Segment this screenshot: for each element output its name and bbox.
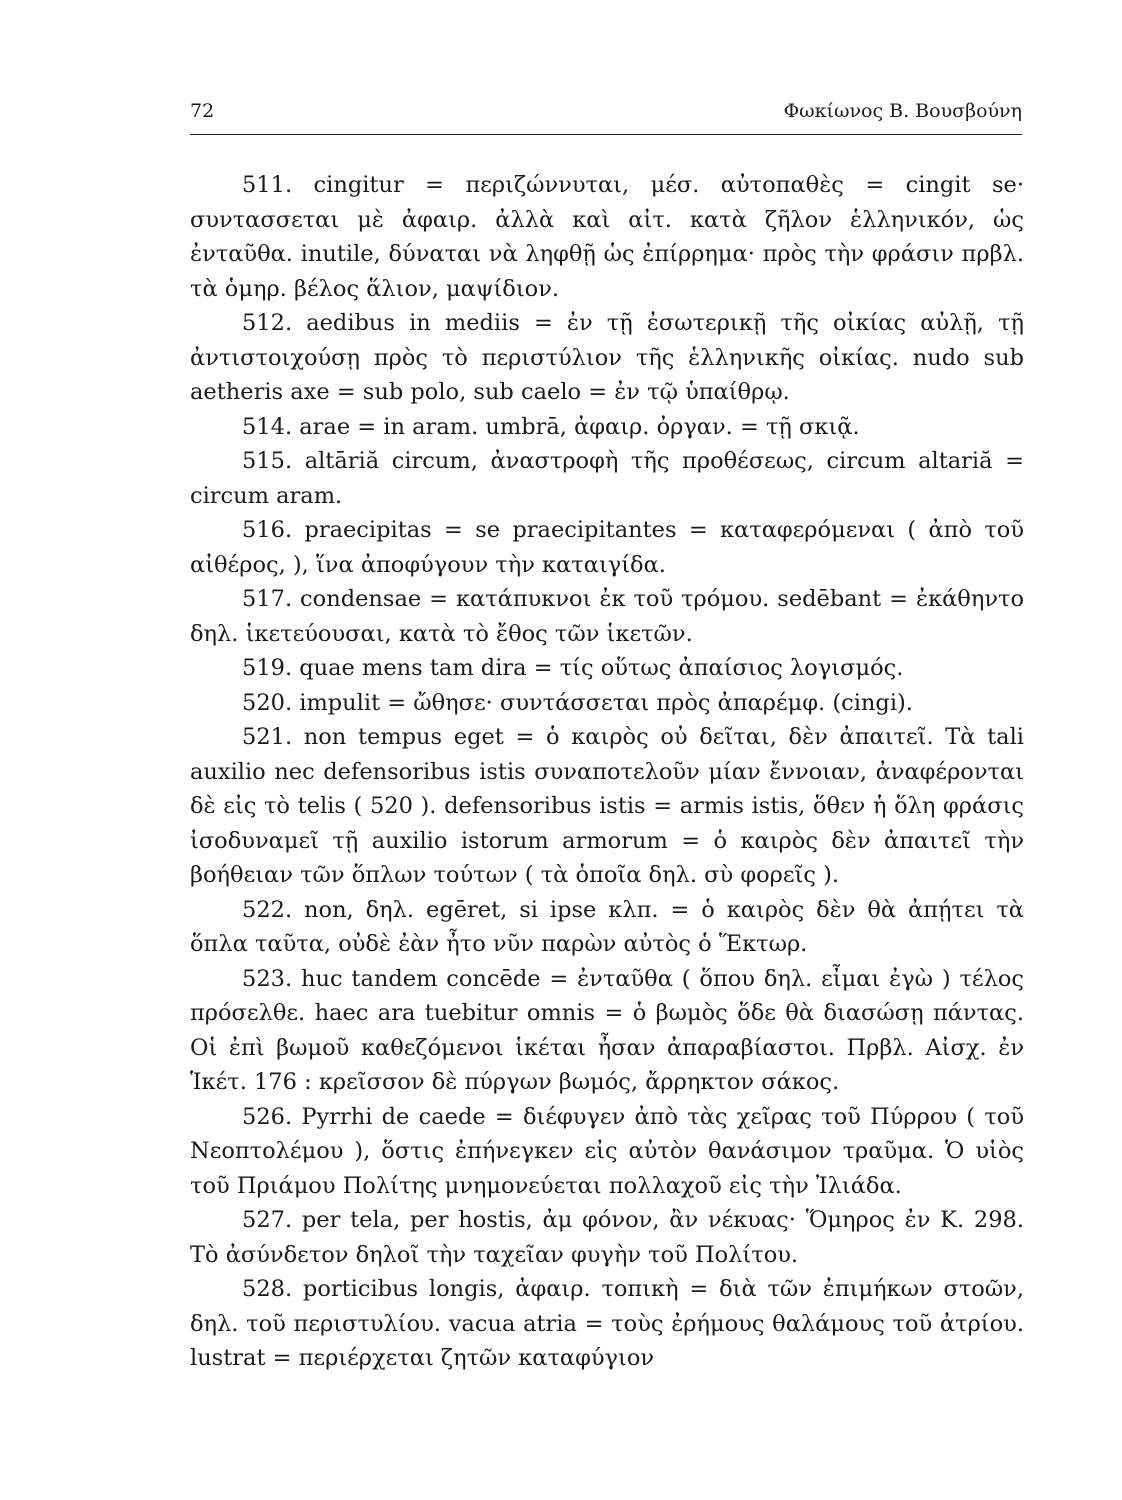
commentary-entry: 528. porticibus longis, ἀφαιρ. τοπικὴ = διὰ τῶν ἐπιμήκων στοῶν, δηλ. τοῦ περιστυλίου. vacua atria = τοὺς ἐρήμους θαλάμους τοῦ ἀτρίου. lustrat = περιέρχεται ζητῶν καταφύγιον (190, 1276, 1024, 1371)
commentary-entry: 520. impulit = ὤθησε· συντάσσεται πρὸς ἀπαρέμφ. (cingi). (242, 689, 913, 716)
commentary-entry: 519. quae mens tam dira = τίς οὕτως ἀπαίσιος λογισμός. (242, 655, 904, 681)
commentary-entry: 515. altāriă circum, ἀναστροφὴ τῆς προθέσεως, circum altariă = circum aram. (190, 448, 1024, 509)
commentary-entry: 526. Pyrrhi de caede = διέφυγεν ἀπὸ τὰς χεῖρας τοῦ Πύρρου ( τοῦ Νεοπτολέμου ), ὅστις ἐπήνεγκεν εἰς αὐτὸν θανάσιμον τραῦμα. Ὁ υἱὸς τοῦ Πριάμου Πολίτης μνημονεύεται πολλαχοῦ εἰς τὴν Ἰλιάδα. (190, 1103, 1024, 1199)
commentary-entry: 514. arae = in aram. umbrā, ἀφαιρ. ὀργαν. = τῇ σκιᾷ. (242, 413, 860, 440)
running-title: Φωκίωνος Β. Βουσβούνη (783, 100, 1022, 122)
commentary-entry: 522. non, δηλ. egēret, si ipse κλπ. = ὁ καιρὸς δὲν θὰ ἀπῄτει τὰ ὅπλα ταῦτα, οὐδὲ ἐὰν ἦτο νῦν παρὼν αὐτὸς ὁ Ἕκτωρ. (190, 896, 1024, 957)
page-number: 72 (190, 100, 215, 122)
commentary-entry: 527. per tela, per hostis, ἀμ φόνον, ἂν νέκυας· Ὅμηρος ἐν Κ. 298. Τὸ ἀσύνδετον δηλοῖ τὴν ταχεῖαν φυγὴν τοῦ Πολίτου. (190, 1207, 1024, 1268)
commentary-entry: 523. huc tandem concēde = ἐνταῦθα ( ὅπου δηλ. εἶμαι ἐγὼ ) τέλος πρόσελθε. haec ara tuebitur omnis = ὁ βωμὸς ὅδε θὰ διασώσῃ πάντας. Οἱ ἐπὶ βωμοῦ καθεζόμενοι ἱκέται ἦσαν ἀπαραβίαστοι. Πρβλ. Αἰσχ. ἐν Ἱκέτ. 176 : κρεῖσσον δὲ πύργων βωμός, ἄρρηκτον σάκος. (190, 965, 1024, 1095)
running-header (190, 100, 1022, 122)
commentary-entry: 512. aedibus in mediis = ἐν τῇ ἐσωτερικῇ τῆς οἰκίας αὐλῇ, τῇ ἀντιστοιχούσῃ πρὸς τὸ περιστύλιον τῆς ἑλληνικῆς οἰκίας. nudo sub aetheris axe = sub polo, sub caelo = ἐν τῷ ὑπαίθρῳ. (190, 310, 1024, 405)
commentary-body (190, 168, 1024, 1376)
commentary-entry: 516. praecipitas = se praecipitantes = καταφερόμεναι ( ἀπὸ τοῦ αἰθέρος, ), ἵνα ἀποφύγουν τὴν καταιγίδα. (190, 517, 1024, 578)
commentary-entry: 511. cingitur = περιζώννυται, μέσ. αὐτοπαθὲς = cingit se· συντασσεται μὲ ἀφαιρ. ἀλλὰ καὶ αἰτ. κατὰ ζῆλον ἑλληνικόν, ὡς ἐνταῦθα. inutile, δύναται νὰ ληφθῇ ὡς ἐπίρρημα· πρὸς τὴν φράσιν πρβλ. τὰ ὁμηρ. βέλος ἅλιον, μαψίδιον. (190, 172, 1024, 302)
commentary-entry: 517. condensae = κατάπυκνοι ἐκ τοῦ τρόμου. sedēbant = ἐκάθηντο δηλ. ἱκετεύουσαι, κατὰ τὸ ἔθος τῶν ἱκετῶν. (190, 586, 1024, 647)
commentary-entry: 521. non tempus eget = ὁ καιρὸς οὐ δεῖται, δὲν ἀπαιτεῖ. Τὰ tali auxilio nec defensoribus istis συναποτελοῦν μίαν ἔννοιαν, ἀναφέρονται δὲ εἰς τὸ telis ( 520 ). defensoribus istis = armis istis, ὅθεν ἡ ὅλη φράσις ἰσοδυναμεῖ τῇ auxilio istorum armorum = ὁ καιρὸς δὲν ἀπαιτεῖ τὴν βοήθειαν τῶν ὅπλων τούτων ( τὰ ὁποῖα δηλ. σὺ φορεῖς ). (190, 724, 1024, 888)
header-rule (190, 134, 1022, 135)
